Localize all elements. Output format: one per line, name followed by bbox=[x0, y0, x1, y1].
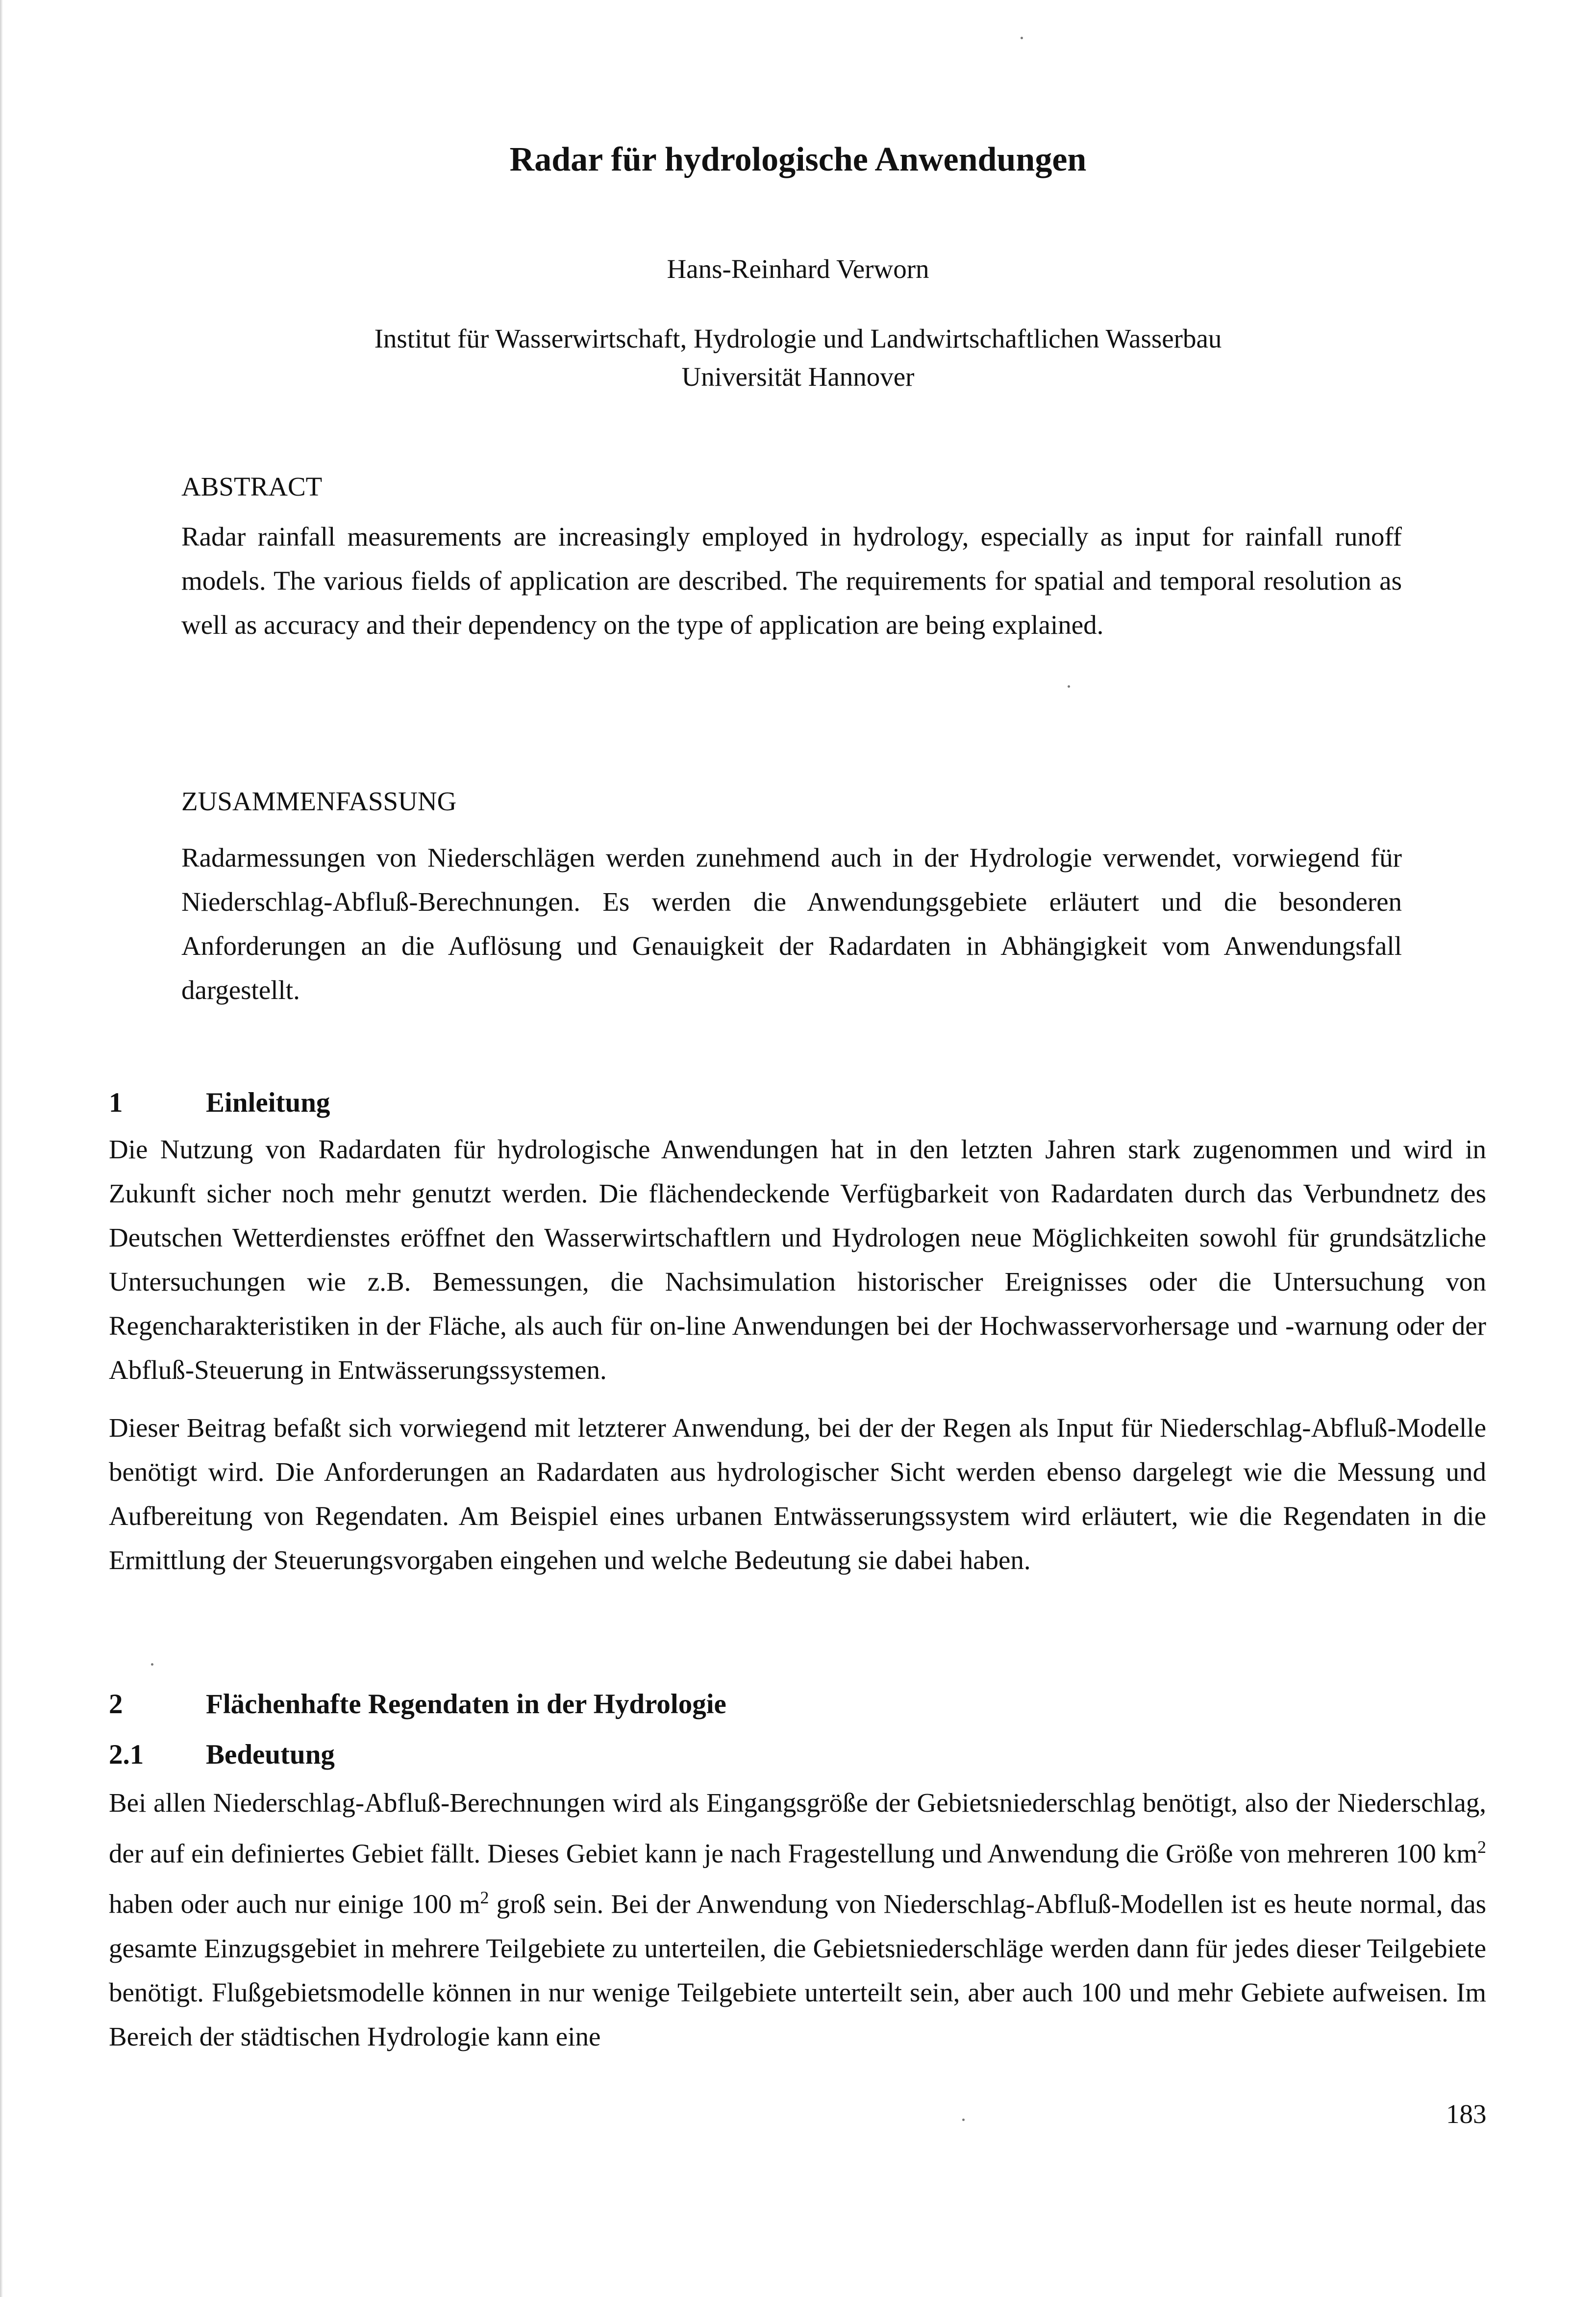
text-run: groß sein. Bei der Anwendung von Niederschlag-Abfluß-Modellen ist es heute normal, das gesamte Einzugsgebiet in mehrere Teilgebiete zu unterteilen, die Gebietsniederschläge werden dann für jedes dieser Teilgebiete benötigt. Flußgebietsmodelle können in nur wenige Teilgebiete unterteilt sein, aber auch 100 und mehr Gebiete aufweisen. Im Bereich der städtischen Hydrologie kann eine bbox=[109, 1889, 1487, 2051]
section-2-1-paragraph bbox=[109, 1781, 1486, 2059]
zusammenfassung-heading: ZUSAMMENFASSUNG bbox=[181, 786, 457, 816]
scan-speck bbox=[1021, 37, 1023, 39]
affiliation-university: Universität Hannover bbox=[681, 362, 915, 392]
author-name: Hans-Reinhard Verworn bbox=[667, 254, 929, 284]
superscript: 2 bbox=[1477, 1837, 1486, 1857]
section-1-paragraph-2: Dieser Beitrag befaßt sich vorwiegend mit letzterer Anwendung, bei der der Regen als Input für Niederschlag-Abfluß-Modelle benötigt wird. Die Anforderungen an Radardaten aus hydrologischer Sicht werden ebenso dargelegt wie die Messung und Aufbereitung von Regendaten. Am Beispiel eines urbanen Entwässerungssystem wird erläutert, wie die Regendaten in die Ermittlung der Steuerungsvorgaben eingehen und welche Bedeutung sie dabei haben. bbox=[109, 1413, 1486, 1575]
section-2-1-heading bbox=[109, 1738, 335, 1772]
page-number: 183 bbox=[1446, 2099, 1487, 2129]
paper-title: Radar für hydrologische Anwendungen bbox=[509, 141, 1087, 178]
scan-speck bbox=[151, 1663, 153, 1666]
scan-speck bbox=[962, 2119, 965, 2121]
section-title: Flächenhafte Regendaten in der Hydrologie bbox=[206, 1689, 726, 1720]
section-number: 2 bbox=[109, 1689, 123, 1720]
abstract-text: Radar rainfall measurements are increasingly employed in hydrology, especially as input for rainfall runoff models. The various fields of application are described. The requirements for spatial and temporal resolution as well as accuracy and their dependency on the type of application are being explained. bbox=[181, 522, 1402, 640]
section-title: Bedeutung bbox=[206, 1739, 335, 1770]
section-2-heading bbox=[109, 1688, 726, 1721]
section-number: 2.1 bbox=[109, 1739, 144, 1770]
text-run: haben oder auch nur einige 100 m bbox=[109, 1889, 480, 1919]
section-number: 1 bbox=[109, 1087, 123, 1118]
scan-speck bbox=[1068, 685, 1070, 688]
text-run: Bei allen Niederschlag-Abfluß-Berechnungen wird als Eingangsgröße der Gebietsniederschlag benötigt, also der Niederschlag, der auf ein definiertes Gebiet fällt. Dieses Gebiet kann je nach Fragestellung und Anwendung die Größe von mehreren 100 km bbox=[109, 1788, 1486, 1869]
section-title: Einleitung bbox=[206, 1087, 330, 1118]
section-1-heading bbox=[109, 1086, 330, 1120]
section-1-paragraph-1: Die Nutzung von Radardaten für hydrologische Anwendungen hat in den letzten Jahren stark zugenommen und wird in Zukunft sicher noch mehr genutzt werden. Die flächendeckende Verfügbarkeit von Radardaten durch das Verbundnetz des Deutschen Wetterdienstes eröffnet den Wasserwirtschaftlern und Hydrologen neue Möglichkeiten sowohl für grundsätzliche Untersuchungen wie z.B. Bemessungen, die Nachsimulation historischer Ereignisses oder die Untersuchung von Regencharakteristiken in der Fläche, als auch für on-line Anwendungen bei der Hochwasservorhersage und -warnung oder der Abfluß-Steuerung in Entwässerungssystemen. bbox=[109, 1134, 1486, 1385]
zusammenfassung-text: Radarmessungen von Niederschlägen werden zunehmend auch in der Hydrologie verwendet, vorwiegend für Niederschlag-Abfluß-Berechnungen. Es werden die Anwendungsgebiete erläutert und die besonderen Anforderungen an die Auflösung und Genauigkeit der Radardaten in Abhängigkeit vom Anwendungsfall dargestellt. bbox=[181, 843, 1402, 1005]
affiliation bbox=[0, 320, 1596, 396]
superscript: 2 bbox=[480, 1888, 489, 1908]
abstract-heading: ABSTRACT bbox=[181, 472, 323, 501]
affiliation-institute: Institut für Wasserwirtschaft, Hydrologie und Landwirtschaftlichen Wasserbau bbox=[374, 324, 1222, 353]
